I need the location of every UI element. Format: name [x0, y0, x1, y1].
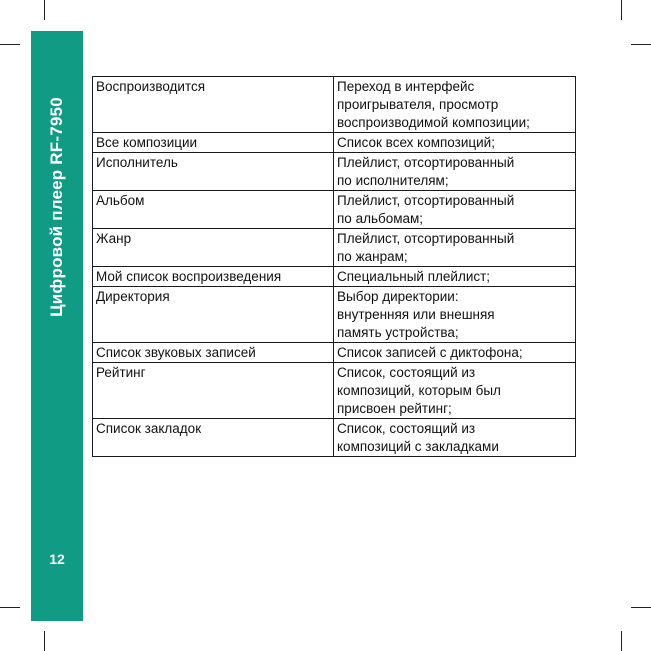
table-row	[93, 287, 576, 343]
table-row	[93, 363, 576, 419]
menu-item-description: Плейлист, отсортированный по альбомам;	[334, 191, 576, 229]
table-row	[93, 153, 576, 191]
page-number: 12	[49, 551, 65, 567]
menu-item-description: Список записей с диктофона;	[334, 343, 576, 363]
menu-item-name: Список закладок	[93, 419, 334, 457]
menu-item-name: Директория	[93, 287, 334, 343]
crop-mark	[44, 0, 45, 20]
menu-item-name: Альбом	[93, 191, 334, 229]
menu-item-name: Рейтинг	[93, 363, 334, 419]
menu-table	[92, 76, 576, 457]
menu-item-name: Жанр	[93, 229, 334, 267]
table-row	[93, 419, 576, 457]
menu-item-name: Список звуковых записей	[93, 343, 334, 363]
menu-item-description: Плейлист, отсортированный по исполнителям;	[334, 153, 576, 191]
crop-mark	[44, 631, 45, 651]
menu-item-description: Список всех композиций;	[334, 133, 576, 153]
menu-item-name: Мой список воспроизведения	[93, 267, 334, 287]
crop-mark	[0, 607, 20, 608]
menu-item-description: Список, состоящий из композиций с закладками	[334, 419, 576, 457]
menu-item-description: Плейлист, отсортированный по жанрам;	[334, 229, 576, 267]
crop-mark	[621, 631, 622, 651]
table-row	[93, 229, 576, 267]
table-row	[93, 343, 576, 363]
crop-mark	[621, 0, 622, 20]
menu-item-description: Переход в интерфейс проигрывателя, просмотр воспроизводимой композиции;	[334, 77, 576, 133]
crop-mark	[0, 44, 20, 45]
crop-mark	[631, 44, 651, 45]
table-row	[93, 77, 576, 133]
menu-item-description: Специальный плейлист;	[334, 267, 576, 287]
menu-item-name: Все композиции	[93, 133, 334, 153]
table-row	[93, 133, 576, 153]
menu-item-description: Выбор директории: внутренняя или внешняя память устройства;	[334, 287, 576, 343]
crop-mark	[631, 607, 651, 608]
menu-item-name: Исполнитель	[93, 153, 334, 191]
menu-item-description: Список, состоящий из композиций, которым был присвоен рейтинг;	[334, 363, 576, 419]
table-row	[93, 267, 576, 287]
side-title: Цифровой плеер RF-7950	[47, 97, 66, 317]
table-row	[93, 191, 576, 229]
menu-item-name: Воспроизводится	[93, 77, 334, 133]
